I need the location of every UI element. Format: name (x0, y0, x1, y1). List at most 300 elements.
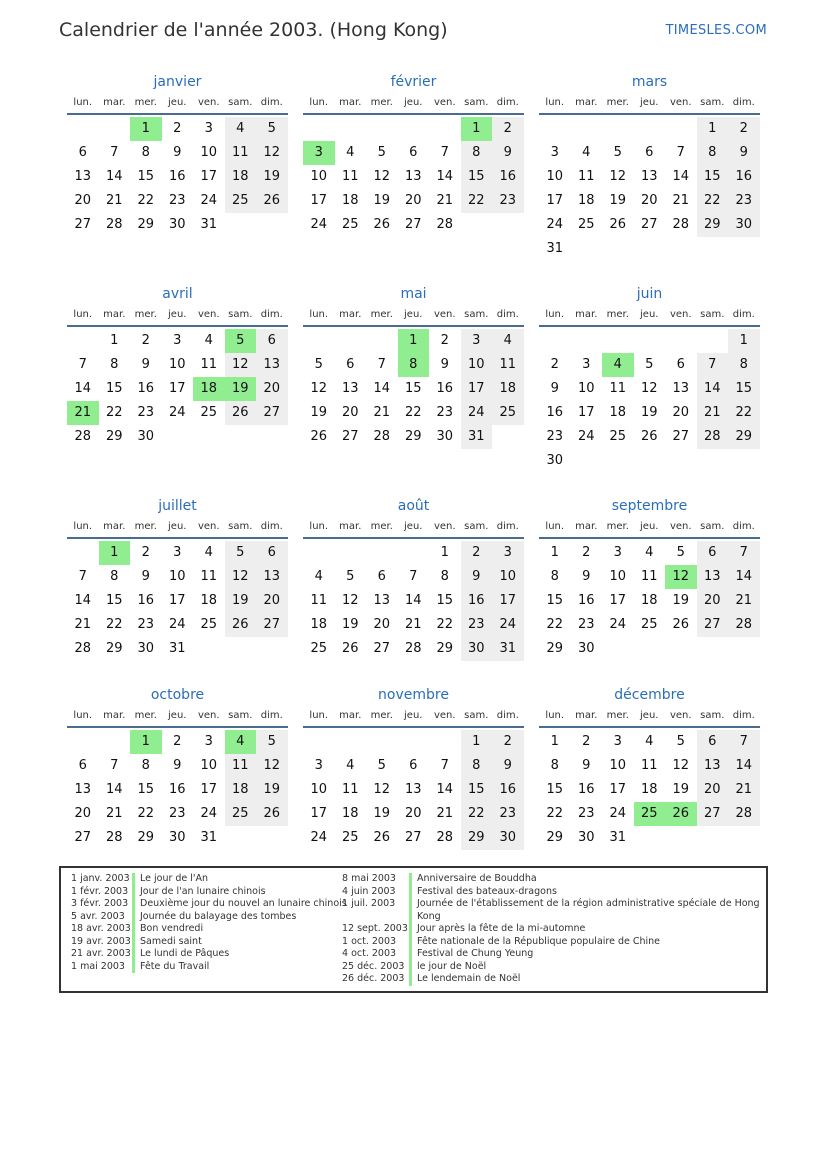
day-cell: 23 (728, 189, 760, 213)
day-cell: 15 (105, 593, 123, 608)
day-cell: 30 (492, 826, 524, 850)
day-cell: 18 (492, 377, 524, 401)
day-cell: 15 (137, 169, 155, 184)
day-cell: 13 (74, 169, 92, 184)
weekday-label: mer. (606, 97, 629, 108)
holiday-entry (71, 923, 347, 936)
day-cell: 4 (346, 145, 355, 160)
day-cell: 21 (697, 401, 729, 425)
day-cell: 5 (645, 357, 654, 372)
day-cell: 3 (173, 333, 182, 348)
day-cell: 6 (409, 758, 418, 773)
weekday-label: ven. (197, 309, 220, 320)
day-cell: 11 (341, 169, 359, 184)
weekday-label: jeu. (640, 97, 659, 108)
holiday-entry (342, 961, 762, 974)
day-cell: 1 (461, 730, 493, 754)
day-cell: 5 (256, 730, 288, 754)
day-cell: 18 (640, 593, 658, 608)
day-grid (539, 329, 760, 473)
day-cell: 20 (373, 617, 391, 632)
holiday-date: 4 oct. 2003 (342, 948, 397, 959)
day-cell: 3 (613, 545, 622, 560)
day-cell: 8 (110, 357, 119, 372)
day-cell: 31 (546, 241, 564, 256)
holiday-day-cell: 1 (130, 730, 162, 754)
holiday-day-cell: 4 (225, 730, 257, 754)
holiday-date: 1 mai 2003 (71, 960, 125, 972)
day-cell: 19 (609, 193, 627, 208)
day-cell: 19 (256, 165, 288, 189)
day-cell: 24 (577, 429, 595, 444)
holiday-entry (342, 886, 762, 899)
day-cell: 4 (492, 329, 524, 353)
weekday-label: ven. (433, 710, 456, 721)
day-cell: 24 (200, 806, 218, 821)
holiday-name: le jour de Noël (417, 960, 487, 972)
empty-cell (539, 329, 571, 353)
day-cell: 23 (436, 405, 454, 420)
holiday-date: 1 oct. 2003 (342, 935, 397, 947)
day-cell: 3 (314, 758, 323, 773)
day-cell: 5 (314, 357, 323, 372)
day-cell: 13 (256, 353, 288, 377)
day-cell: 27 (74, 217, 92, 232)
day-cell: 9 (550, 381, 559, 396)
day-cell: 13 (341, 381, 359, 396)
day-cell: 13 (404, 782, 422, 797)
weekday-label: lun. (309, 710, 329, 721)
day-cell: 19 (640, 405, 658, 420)
day-cell: 31 (492, 637, 524, 661)
day-cell: 14 (728, 565, 760, 589)
day-cell: 22 (105, 617, 123, 632)
month-name: novembre (378, 687, 449, 703)
day-cell: 13 (697, 565, 729, 589)
day-cell: 11 (200, 357, 218, 372)
day-cell: 8 (728, 353, 760, 377)
holiday-day-cell: 3 (303, 141, 335, 165)
weekday-header (303, 305, 524, 327)
day-cell: 31 (200, 830, 218, 845)
empty-cell (571, 117, 603, 141)
weekday-label: sam. (700, 97, 725, 108)
day-cell: 29 (105, 641, 123, 656)
day-cell: 20 (256, 377, 288, 401)
holiday-day-cell: 1 (99, 541, 131, 565)
weekday-label: sam. (464, 710, 489, 721)
day-cell: 3 (173, 545, 182, 560)
month-block (67, 71, 288, 237)
day-cell: 8 (141, 758, 150, 773)
weekday-label: ven. (669, 309, 692, 320)
empty-cell (665, 329, 697, 353)
day-cell: 16 (577, 782, 595, 797)
day-cell: 20 (404, 806, 422, 821)
day-cell: 26 (225, 401, 257, 425)
weekday-label: jeu. (640, 710, 659, 721)
day-cell: 30 (577, 830, 595, 845)
day-cell: 24 (461, 401, 493, 425)
holiday-name: Fête nationale de la République populaire de Chine (417, 935, 661, 947)
day-cell: 5 (256, 117, 288, 141)
weekday-label: sam. (464, 521, 489, 532)
holiday-marker (132, 923, 135, 936)
day-cell: 26 (672, 617, 690, 632)
day-cell: 17 (168, 381, 186, 396)
day-cell: 29 (404, 429, 422, 444)
day-cell: 5 (613, 145, 622, 160)
holiday-entry (71, 936, 347, 949)
day-cell: 11 (225, 141, 257, 165)
day-cell: 3 (492, 541, 524, 565)
weekday-label: jeu. (640, 309, 659, 320)
day-cell: 13 (697, 754, 729, 778)
day-cell: 30 (577, 641, 595, 656)
month-name: septembre (611, 498, 688, 514)
day-cell: 13 (640, 169, 658, 184)
day-cell: 5 (676, 545, 685, 560)
empty-cell (429, 117, 461, 141)
holiday-name: Anniversaire de Bouddha (417, 873, 537, 884)
day-cell: 21 (728, 778, 760, 802)
day-cell: 3 (204, 121, 213, 136)
day-cell: 23 (492, 189, 524, 213)
day-cell: 29 (728, 425, 760, 449)
holiday-day-cell: 12 (665, 565, 697, 589)
holiday-entry (71, 911, 347, 924)
day-cell: 15 (728, 377, 760, 401)
day-cell: 30 (137, 641, 155, 656)
holiday-entry (71, 886, 347, 899)
day-cell: 12 (256, 141, 288, 165)
holiday-day-cell: 25 (634, 802, 666, 826)
day-cell: 8 (697, 141, 729, 165)
empty-cell (67, 117, 99, 141)
holiday-day-cell: 21 (67, 401, 99, 425)
holiday-day-cell: 19 (225, 377, 257, 401)
day-cell: 11 (609, 381, 627, 396)
day-cell: 11 (310, 593, 328, 608)
day-cell: 13 (404, 169, 422, 184)
day-cell: 1 (550, 545, 559, 560)
day-cell: 10 (310, 782, 328, 797)
day-cell: 2 (728, 117, 760, 141)
day-cell: 7 (676, 145, 685, 160)
day-cell: 2 (461, 541, 493, 565)
holiday-date: 3 févr. 2003 (71, 898, 129, 909)
weekday-label: mar. (339, 521, 362, 532)
empty-cell (99, 117, 131, 141)
day-cell: 23 (168, 806, 186, 821)
day-cell: 8 (110, 569, 119, 584)
weekday-header (539, 305, 760, 327)
day-cell: 25 (341, 217, 359, 232)
weekday-label: dim. (496, 521, 519, 532)
day-cell: 7 (728, 730, 760, 754)
month-name: octobre (150, 687, 205, 703)
empty-cell (303, 730, 335, 754)
day-cell: 16 (577, 593, 595, 608)
day-cell: 30 (168, 217, 186, 232)
day-cell: 25 (492, 401, 524, 425)
day-cell: 16 (492, 165, 524, 189)
holiday-name: Le jour de l'An (140, 873, 209, 884)
day-cell: 12 (373, 169, 391, 184)
weekday-label: jeu. (404, 309, 423, 320)
day-cell: 5 (676, 734, 685, 749)
day-cell: 23 (577, 617, 595, 632)
day-cell: 27 (697, 613, 729, 637)
holiday-day-cell: 1 (130, 117, 162, 141)
day-cell: 20 (697, 589, 729, 613)
weekday-label: mer. (134, 521, 157, 532)
day-cell: 2 (440, 333, 449, 348)
day-cell: 14 (404, 593, 422, 608)
holiday-entry (342, 923, 762, 936)
holiday-day-cell: 5 (225, 329, 257, 353)
weekday-label: dim. (496, 97, 519, 108)
day-cell: 22 (461, 189, 493, 213)
weekday-label: lun. (309, 97, 329, 108)
day-cell: 25 (341, 830, 359, 845)
day-cell: 15 (404, 381, 422, 396)
day-cell: 25 (225, 802, 257, 826)
weekday-label: lun. (545, 710, 565, 721)
empty-cell (665, 117, 697, 141)
day-cell: 12 (672, 758, 690, 773)
day-cell: 18 (577, 193, 595, 208)
empty-cell (99, 730, 131, 754)
weekday-label: mar. (103, 710, 126, 721)
day-cell: 17 (609, 593, 627, 608)
day-cell: 10 (168, 357, 186, 372)
day-cell: 2 (582, 545, 591, 560)
weekday-label: lun. (73, 97, 93, 108)
day-cell: 7 (697, 353, 729, 377)
empty-cell (602, 329, 634, 353)
month-block (539, 71, 760, 261)
empty-cell (335, 117, 367, 141)
weekday-label: mar. (103, 309, 126, 320)
day-cell: 30 (168, 830, 186, 845)
day-cell: 22 (728, 401, 760, 425)
day-cell: 11 (341, 782, 359, 797)
empty-cell (303, 329, 335, 353)
weekday-header (67, 93, 288, 115)
day-cell: 27 (404, 217, 422, 232)
day-cell: 19 (373, 806, 391, 821)
day-cell: 5 (377, 758, 386, 773)
month-name: février (390, 74, 437, 90)
weekday-label: ven. (433, 521, 456, 532)
day-cell: 16 (728, 165, 760, 189)
day-cell: 30 (137, 429, 155, 444)
weekday-header (67, 305, 288, 327)
day-cell: 31 (609, 830, 627, 845)
day-cell: 25 (200, 617, 218, 632)
day-cell: 2 (173, 121, 182, 136)
day-cell: 23 (137, 405, 155, 420)
month-block (539, 283, 760, 473)
day-cell: 12 (640, 381, 658, 396)
day-cell: 28 (697, 425, 729, 449)
holiday-day-cell: 8 (398, 353, 430, 377)
holiday-date: 19 avr. 2003 (71, 935, 131, 947)
month-name: avril (162, 286, 193, 302)
day-grid (303, 117, 524, 237)
weekday-label: mer. (370, 521, 393, 532)
day-cell: 21 (436, 193, 454, 208)
day-cell: 12 (225, 353, 257, 377)
day-cell: 12 (341, 593, 359, 608)
day-cell: 26 (256, 802, 288, 826)
day-cell: 9 (582, 758, 591, 773)
day-cell: 2 (550, 357, 559, 372)
day-cell: 28 (74, 641, 92, 656)
day-cell: 25 (577, 217, 595, 232)
empty-cell (571, 329, 603, 353)
weekday-header (303, 706, 524, 728)
day-cell: 3 (204, 734, 213, 749)
empty-cell (67, 329, 99, 353)
weekday-label: dim. (260, 521, 283, 532)
weekday-label: dim. (496, 710, 519, 721)
day-cell: 17 (577, 405, 595, 420)
day-cell: 22 (461, 802, 493, 826)
holiday-entry (71, 948, 347, 961)
brand-logo[interactable]: TIMESLES.COM (665, 23, 767, 38)
weekday-label: dim. (732, 521, 755, 532)
month-name: mai (400, 286, 427, 302)
day-cell: 2 (173, 734, 182, 749)
weekday-label: dim. (732, 97, 755, 108)
day-cell: 7 (110, 145, 119, 160)
weekday-label: mar. (575, 309, 598, 320)
day-cell: 5 (225, 541, 257, 565)
day-cell: 16 (461, 589, 493, 613)
weekday-label: jeu. (168, 97, 187, 108)
weekday-label: mer. (134, 710, 157, 721)
month-name: juillet (158, 498, 197, 514)
day-grid (303, 541, 524, 661)
day-cell: 21 (436, 806, 454, 821)
day-cell: 10 (168, 569, 186, 584)
day-cell: 9 (173, 145, 182, 160)
day-cell: 7 (409, 569, 418, 584)
day-cell: 6 (78, 145, 87, 160)
weekday-label: mer. (370, 309, 393, 320)
day-cell: 7 (728, 541, 760, 565)
day-cell: 18 (341, 806, 359, 821)
day-cell: 16 (168, 782, 186, 797)
holiday-day-cell: 4 (602, 353, 634, 377)
holiday-entry (342, 873, 762, 886)
weekday-label: mer. (606, 521, 629, 532)
day-cell: 24 (492, 613, 524, 637)
holiday-entry (71, 898, 347, 911)
empty-cell (335, 730, 367, 754)
day-cell: 6 (346, 357, 355, 372)
weekday-label: mar. (339, 97, 362, 108)
holiday-entry (71, 873, 347, 886)
day-cell: 21 (728, 589, 760, 613)
day-cell: 22 (697, 189, 729, 213)
empty-cell (429, 730, 461, 754)
empty-cell (335, 329, 367, 353)
day-cell: 22 (436, 617, 454, 632)
day-cell: 28 (728, 613, 760, 637)
weekday-label: ven. (433, 97, 456, 108)
day-cell: 26 (373, 217, 391, 232)
day-cell: 18 (609, 405, 627, 420)
empty-cell (366, 730, 398, 754)
holiday-name: Deuxième jour du nouvel an lunaire chinois (140, 898, 347, 909)
weekday-label: dim. (732, 309, 755, 320)
holiday-name: Le lundi de Pâques (140, 948, 230, 959)
day-cell: 16 (546, 405, 564, 420)
empty-cell (539, 117, 571, 141)
weekday-label: lun. (309, 309, 329, 320)
day-cell: 4 (346, 758, 355, 773)
weekday-label: lun. (545, 521, 565, 532)
day-cell: 16 (492, 778, 524, 802)
day-cell: 20 (74, 806, 92, 821)
day-cell: 11 (492, 353, 524, 377)
weekday-label: mar. (103, 521, 126, 532)
weekday-label: lun. (545, 97, 565, 108)
day-cell: 19 (225, 589, 257, 613)
day-cell: 1 (728, 329, 760, 353)
holiday-date: 21 avr. 2003 (71, 948, 131, 959)
day-cell: 6 (78, 758, 87, 773)
holiday-date: 1 févr. 2003 (71, 885, 129, 897)
holiday-date: 4 juin 2003 (342, 885, 396, 897)
day-cell: 21 (74, 617, 92, 632)
day-cell: 11 (640, 758, 658, 773)
day-cell: 6 (377, 569, 386, 584)
day-cell: 12 (310, 381, 328, 396)
day-cell: 27 (74, 830, 92, 845)
weekday-label: sam. (228, 97, 253, 108)
holiday-name: Bon vendredi (140, 923, 204, 934)
day-cell: 28 (404, 641, 422, 656)
day-cell: 17 (546, 193, 564, 208)
empty-cell (67, 730, 99, 754)
day-cell: 15 (137, 782, 155, 797)
day-cell: 22 (137, 193, 155, 208)
day-cell: 23 (546, 429, 564, 444)
day-cell: 7 (440, 145, 449, 160)
holiday-marker (132, 961, 135, 974)
day-cell: 15 (105, 381, 123, 396)
weekday-label: ven. (669, 710, 692, 721)
day-cell: 24 (200, 193, 218, 208)
day-cell: 25 (225, 189, 257, 213)
day-cell: 27 (640, 217, 658, 232)
holiday-marker (409, 923, 412, 936)
day-cell: 20 (404, 193, 422, 208)
day-cell: 11 (200, 569, 218, 584)
month-name: mars (631, 74, 668, 90)
day-cell: 29 (546, 641, 564, 656)
day-cell: 18 (225, 778, 257, 802)
holiday-date: 1 juil. 2003 (342, 898, 396, 909)
month-name: décembre (614, 687, 685, 703)
holiday-marker (409, 948, 412, 961)
day-cell: 22 (546, 806, 564, 821)
day-cell: 14 (728, 754, 760, 778)
